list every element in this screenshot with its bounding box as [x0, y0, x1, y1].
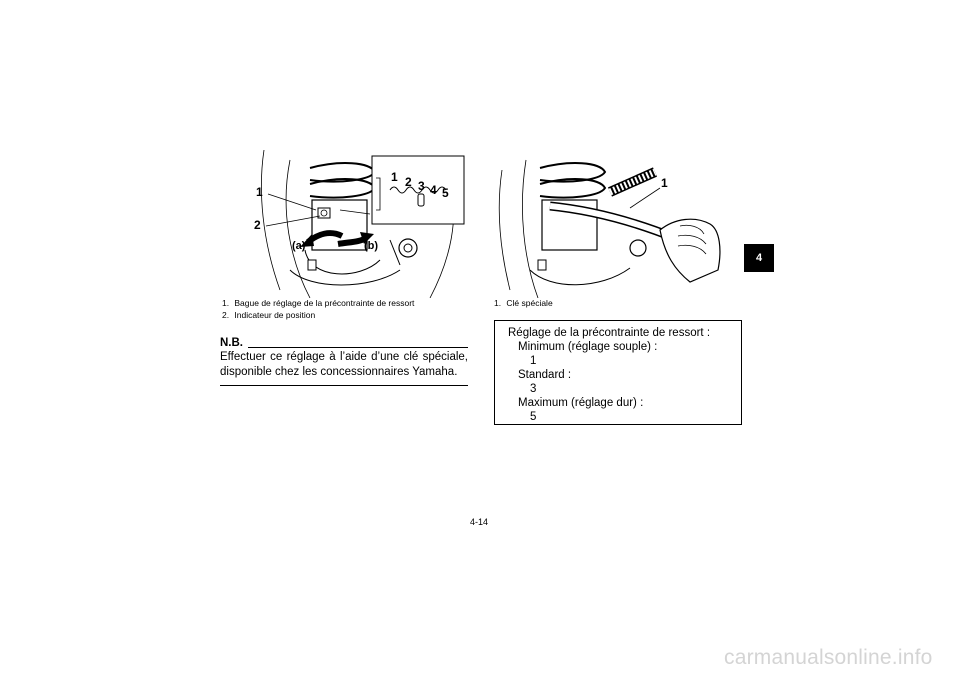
- note-top-rule: [248, 347, 468, 348]
- inset-number-3: 3: [418, 179, 425, 193]
- note-bottom-rule: [220, 385, 468, 386]
- spring-preload-adjuster-illustration: [250, 150, 470, 298]
- callout-1-left: 1: [256, 185, 263, 199]
- chapter-tab: 4: [744, 244, 774, 272]
- inset-number-1: 1: [391, 170, 398, 184]
- spec-value-minimum: 1: [530, 355, 537, 367]
- figure-captions-left: [222, 297, 472, 321]
- note-text: Effectuer ce réglage à l’aide d’une clé spéciale, disponible chez les concessionnaires Yamaha.: [220, 351, 468, 378]
- spec-value-standard: 3: [530, 383, 537, 395]
- inset-number-2: 2: [405, 175, 412, 189]
- spec-title: Réglage de la précontrainte de ressort :: [508, 327, 711, 339]
- caption-item: 1. Clé spéciale: [494, 298, 553, 308]
- page-number: 4-14: [470, 517, 489, 527]
- caption-item: 2. Indicateur de position: [222, 310, 316, 320]
- spec-label-standard: Standard :: [518, 369, 572, 381]
- spec-label-maximum: Maximum (réglage dur) :: [518, 397, 644, 409]
- special-wrench-illustration: [490, 150, 740, 298]
- callout-1-right: 1: [661, 176, 668, 190]
- callout-2-left: 2: [254, 218, 261, 232]
- direction-label-b: (b): [364, 240, 379, 252]
- inset-number-5: 5: [442, 186, 449, 200]
- caption-item: 1. Bague de réglage de la précontrainte de ressort: [222, 298, 415, 308]
- inset-number-4: 4: [430, 183, 437, 197]
- figure-captions-right: [494, 297, 744, 309]
- note-label: N.B.: [220, 337, 243, 349]
- watermark: carmanualsonline.info: [724, 646, 933, 669]
- spec-value-maximum: 5: [530, 411, 537, 423]
- spec-box: [494, 320, 742, 425]
- spec-label-minimum: Minimum (réglage souple) :: [518, 341, 658, 353]
- direction-label-a: (a): [292, 240, 306, 252]
